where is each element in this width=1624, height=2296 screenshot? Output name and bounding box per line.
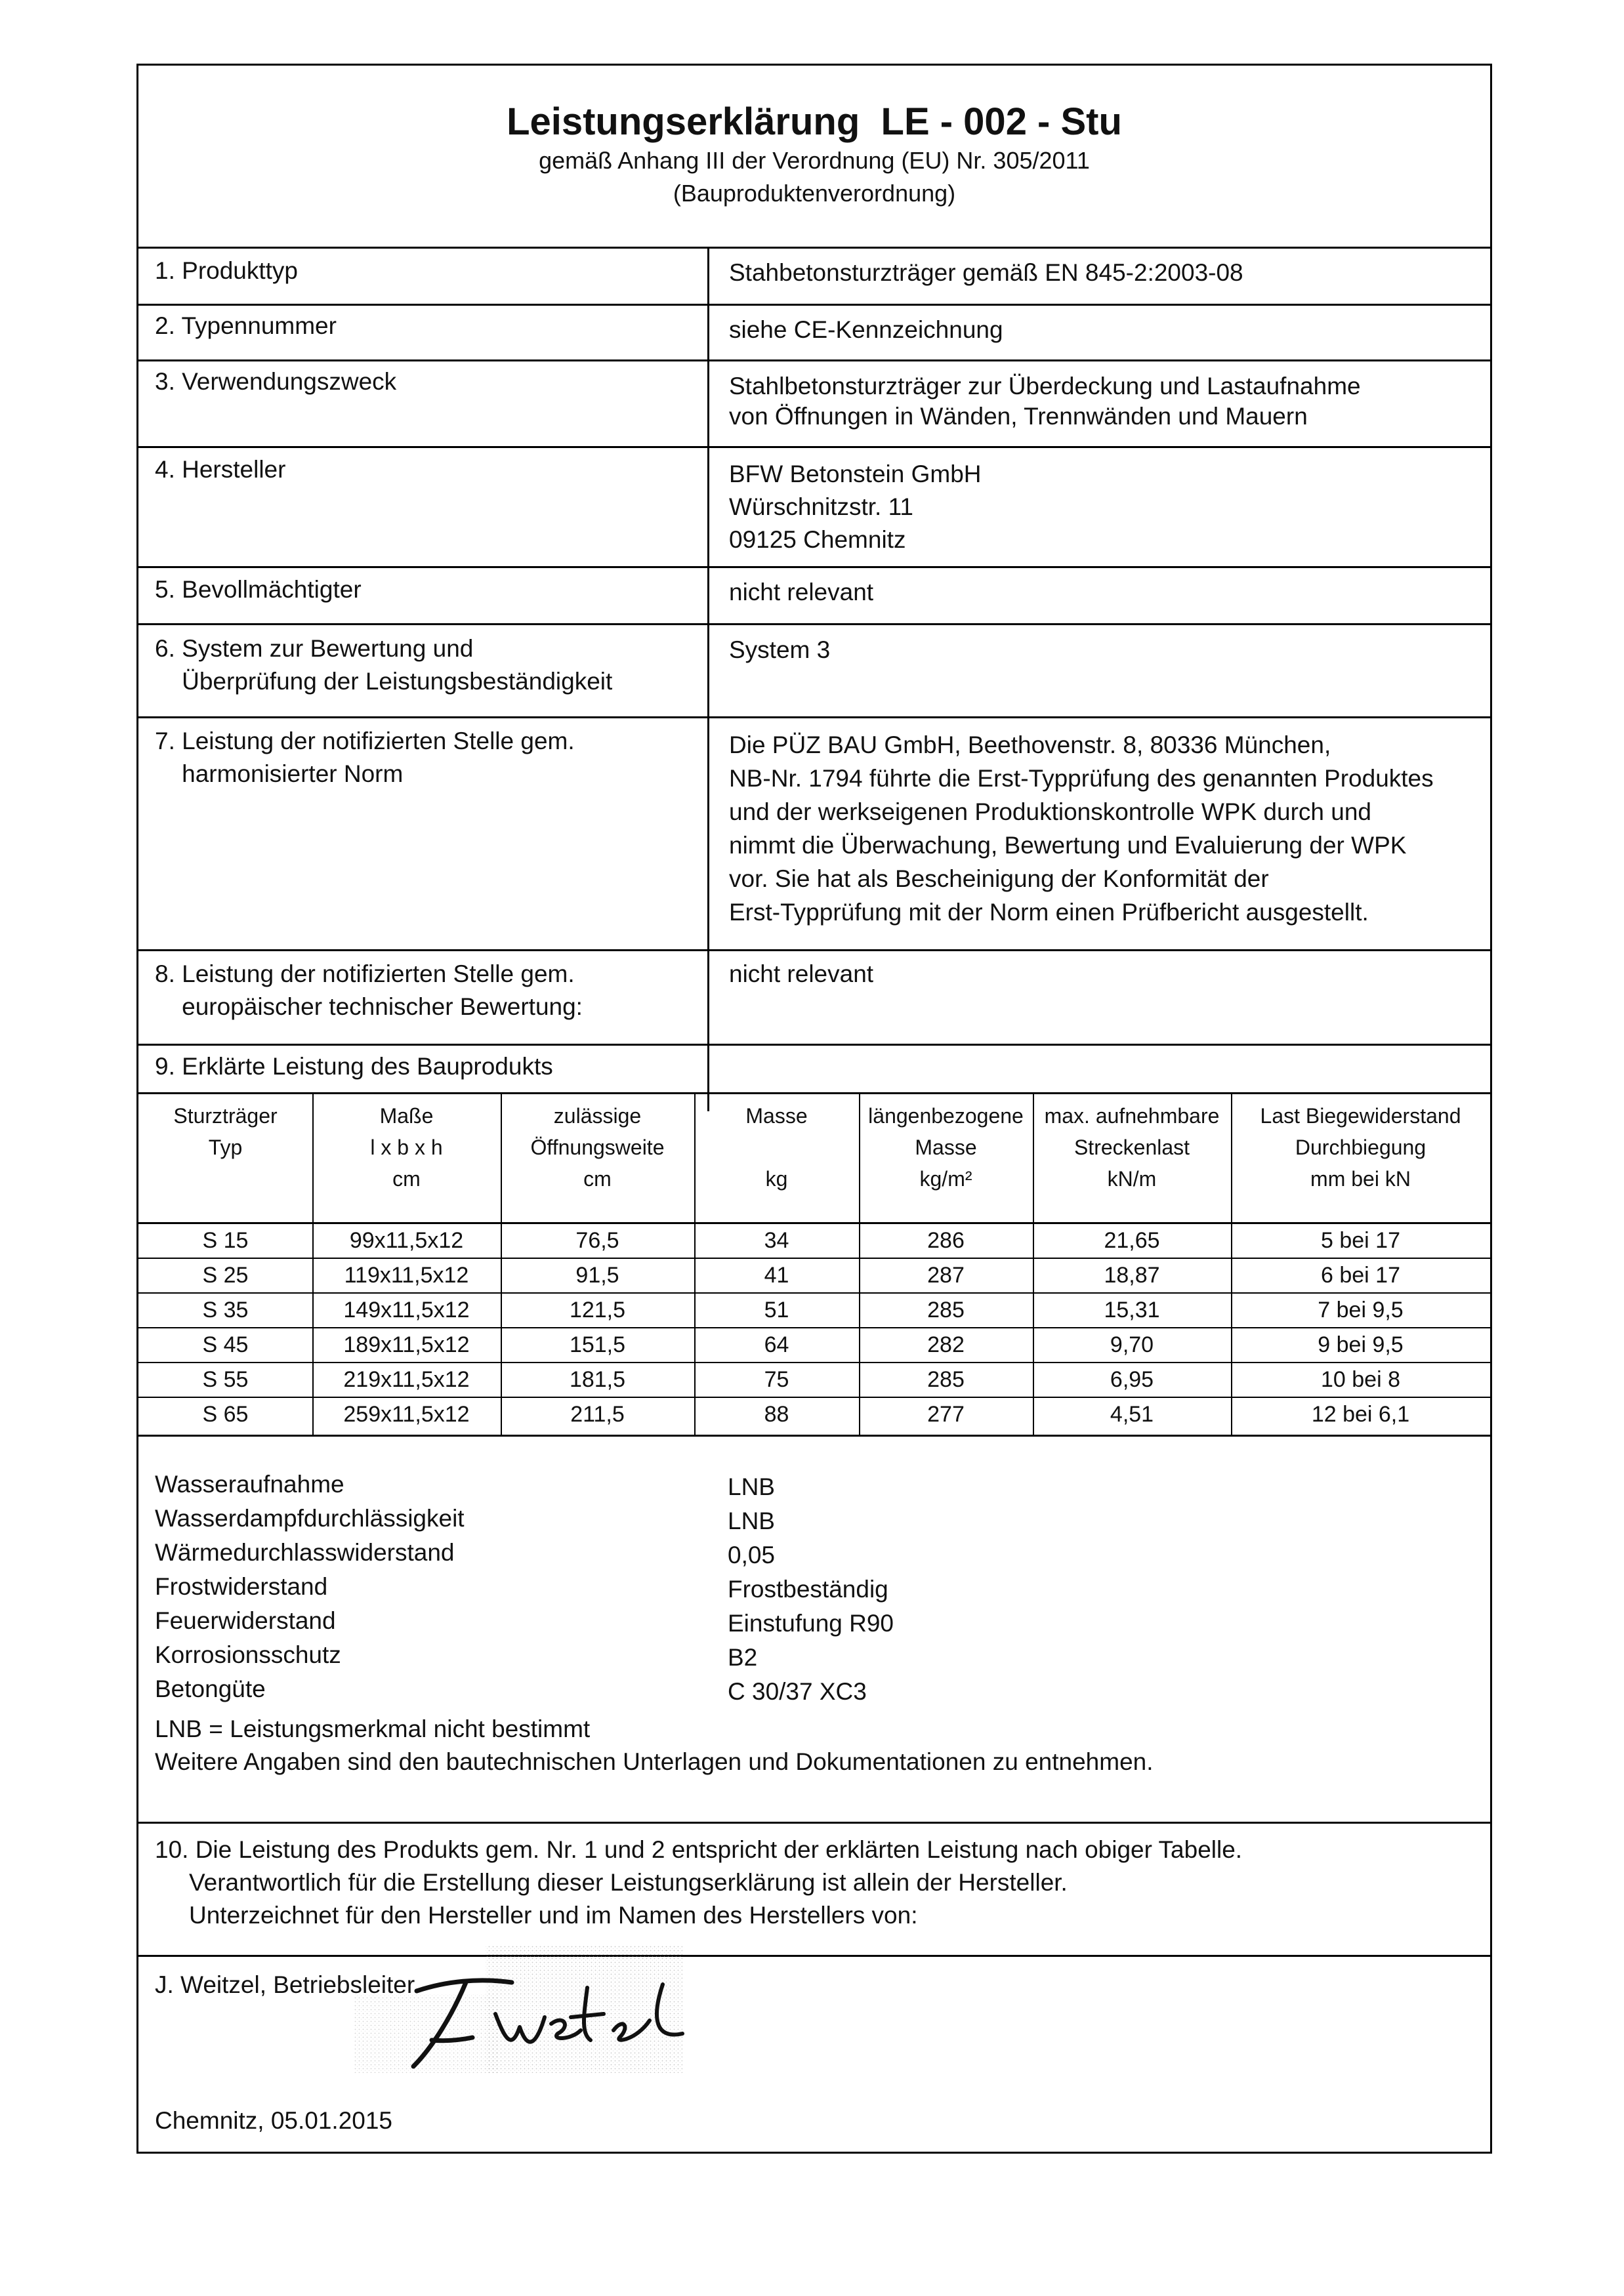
property-label: Feuerwiderstand: [155, 1607, 336, 1634]
document-subtitle: gemäß Anhang III der Verordnung (EU) Nr. 305/2011: [539, 147, 1090, 174]
divider: [138, 1822, 1490, 1824]
section-label-7: 7. Leistung der notifizierten Stelle gem. harmonisierter Norm: [155, 728, 575, 787]
divider: [138, 247, 1490, 249]
table-cell: 18,87: [1104, 1263, 1160, 1288]
note-lnb: LNB = Leistungsmerkmal nicht bestimmt: [155, 1715, 591, 1742]
table-header-cell: Masse kg: [745, 1104, 808, 1191]
table-cell: 189x11,5x12: [343, 1332, 470, 1357]
property-label: Betongüte: [155, 1675, 266, 1702]
table-header-cell: Sturzträger Typ: [173, 1104, 278, 1159]
table-cell: 6 bei 17: [1321, 1263, 1400, 1288]
table-cell: 15,31: [1104, 1298, 1160, 1322]
table-cell: 88: [764, 1402, 789, 1427]
section-label-1: 1. Produkttyp: [155, 257, 299, 284]
section-10-line-2: Verantwortlich für die Erstellung dieser Leistungserklärung ist allein der Hersteller.: [189, 1869, 1068, 1896]
table-cell: S 45: [202, 1332, 249, 1357]
property-label: Wasseraufnahme: [155, 1471, 344, 1498]
table-cell: S 65: [202, 1402, 249, 1427]
table-row-divider: [138, 1397, 1490, 1398]
table-cell: 219x11,5x12: [343, 1367, 470, 1392]
section-9-heading: 9. Erklärte Leistung des Bauprodukts: [155, 1053, 553, 1080]
section-label-5: 5. Bevollmächtigter: [155, 576, 362, 603]
table-header-cell: Last Biegewiderstand Durchbiegung mm bei kN: [1260, 1104, 1461, 1191]
property-value: LNB: [728, 1473, 775, 1500]
table-cell: S 25: [202, 1263, 249, 1288]
table-cell: 181,5: [569, 1367, 626, 1392]
table-row-divider: [138, 1362, 1490, 1363]
table-cell: 41: [764, 1263, 789, 1288]
table-cell: S 15: [202, 1228, 249, 1253]
table-cell: 5 bei 17: [1321, 1228, 1400, 1253]
section-value-1: Stahbetonsturzträger gemäß EN 845-2:2003-08: [729, 259, 1243, 286]
table-cell: 259x11,5x12: [343, 1402, 470, 1427]
property-value: Einstufung R90: [728, 1610, 894, 1637]
table-cell: 75: [764, 1367, 789, 1392]
table-cell: 91,5: [575, 1263, 619, 1288]
table-cell: 286: [927, 1228, 965, 1253]
section-label-6: 6. System zur Bewertung und Überprüfung der Leistungsbeständigkeit: [155, 635, 613, 695]
section-label-3: 3. Verwendungszweck: [155, 368, 397, 395]
divider: [138, 566, 1490, 568]
table-row-divider: [138, 1292, 1490, 1294]
note-further-info: Weitere Angaben sind den bautechnischen Unterlagen und Dokumentationen zu entnehmen.: [155, 1748, 1154, 1775]
property-value: Frostbeständig: [728, 1576, 888, 1603]
table-cell: 12 bei 6,1: [1311, 1402, 1410, 1427]
divider: [138, 623, 1490, 625]
table-header-cell: Maße l x b x h cm: [370, 1104, 443, 1191]
property-value: C 30/37 XC3: [728, 1678, 867, 1705]
table-cell: 6,95: [1110, 1367, 1154, 1392]
table-header-cell: zulässige Öffnungsweite cm: [530, 1104, 665, 1191]
declaration-document: [136, 64, 1492, 2154]
handwritten-signature: [354, 1942, 696, 2086]
table-cell: 10 bei 8: [1321, 1367, 1400, 1392]
property-label: Wärmedurchlasswiderstand: [155, 1539, 455, 1566]
table-cell: 51: [764, 1298, 789, 1322]
divider: [138, 359, 1490, 361]
divider: [138, 949, 1490, 951]
column-divider: [707, 247, 709, 1111]
section-label-4: 4. Hersteller: [155, 456, 286, 483]
table-cell: 151,5: [569, 1332, 626, 1357]
table-cell: 99x11,5x12: [349, 1228, 464, 1253]
table-row-divider: [138, 1258, 1490, 1259]
signer-name: J. Weitzel, Betriebsleiter: [155, 1971, 415, 1998]
table-row-divider: [138, 1327, 1490, 1328]
table-cell: 21,65: [1104, 1228, 1160, 1253]
divider: [138, 1044, 1490, 1046]
divider: [138, 304, 1490, 306]
table-cell: 34: [764, 1228, 789, 1253]
table-cell: 9 bei 9,5: [1318, 1332, 1404, 1357]
table-cell: 7 bei 9,5: [1318, 1298, 1404, 1322]
section-value-3: Stahlbetonsturzträger zur Überdeckung und Lastaufnahme von Öffnungen in Wänden, Trennwänden und Mauern: [729, 373, 1361, 430]
table-cell: 119x11,5x12: [344, 1263, 469, 1288]
table-cell: 64: [764, 1332, 789, 1357]
table-header-cell: max. aufnehmbare Streckenlast kN/m: [1044, 1104, 1220, 1191]
table-cell: 282: [927, 1332, 965, 1357]
table-cell: 287: [927, 1263, 965, 1288]
section-value-5: nicht relevant: [729, 579, 874, 605]
divider: [138, 446, 1490, 448]
table-cell: 9,70: [1110, 1332, 1154, 1357]
table-cell: S 35: [202, 1298, 249, 1322]
table-cell: S 55: [202, 1367, 249, 1392]
table-cell: 277: [927, 1402, 965, 1427]
property-label: Frostwiderstand: [155, 1573, 328, 1600]
table-cell: 149x11,5x12: [343, 1298, 470, 1322]
performance-table: [138, 1092, 1490, 1433]
property-value: B2: [728, 1644, 758, 1671]
table-cell: 211,5: [570, 1402, 625, 1427]
document-title: Leistungserklärung LE - 002 - Stu: [507, 100, 1122, 143]
table-cell: 76,5: [575, 1228, 619, 1253]
section-10-line-3: Unterzeichnet für den Hersteller und im Namen des Herstellers von:: [189, 1902, 918, 1929]
table-cell: 121,5: [569, 1298, 626, 1322]
table-cell: 285: [927, 1298, 965, 1322]
property-value: LNB: [728, 1507, 775, 1534]
section-value-7: Die PÜZ BAU GmbH, Beethovenstr. 8, 80336 München, NB-Nr. 1794 führte die Erst-Typprüfung des genannten Produktes und der werkseigenen Produktionskontrolle WPK durch und nimmt die Überwachung, Bewertung und Evaluierung der WPK vor. Sie hat als Bescheinigung der Konformität der Erst-Typprüfung mit der Norm einen Prüfbericht ausgestellt.: [729, 731, 1434, 926]
table-header-cell: längenbezogene Masse kg/m²: [868, 1104, 1024, 1191]
section-value-2: siehe CE-Kennzeichnung: [729, 316, 1003, 343]
table-cell: 285: [927, 1367, 965, 1392]
property-label: Korrosionsschutz: [155, 1641, 341, 1668]
table-cell: 4,51: [1110, 1402, 1154, 1427]
section-value-8: nicht relevant: [729, 960, 874, 987]
section-10-line-1: 10. Die Leistung des Produkts gem. Nr. 1 und 2 entspricht der erklärten Leistung nach obiger Tabelle.: [155, 1836, 1243, 1863]
document-subtitle-2: (Bauproduktenverordnung): [673, 180, 956, 207]
section-value-6: System 3: [729, 636, 831, 663]
property-value: 0,05: [728, 1542, 776, 1568]
property-label: Wasserdampfdurchlässigkeit: [155, 1505, 465, 1532]
section-value-4: BFW Betonstein GmbH Würschnitzstr. 11 09125 Chemnitz: [729, 461, 982, 553]
section-label-2: 2. Typennummer: [155, 312, 337, 339]
place-date: Chemnitz, 05.01.2015: [155, 2107, 393, 2134]
section-label-8: 8. Leistung der notifizierten Stelle gem. europäischer technischer Bewertung:: [155, 960, 583, 1020]
divider: [138, 1955, 1490, 1957]
divider: [138, 716, 1490, 718]
